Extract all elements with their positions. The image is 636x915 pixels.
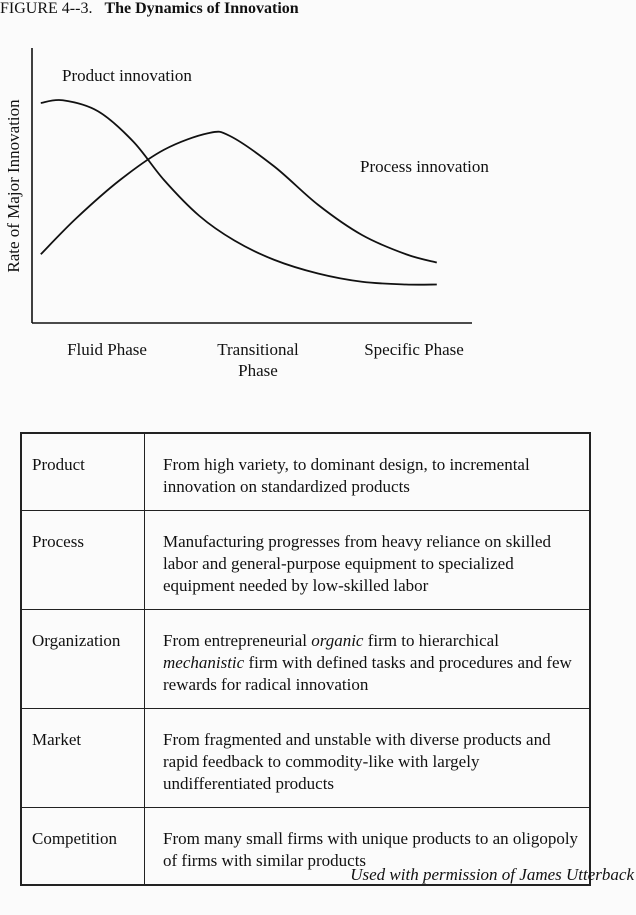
row-description: From high variety, to dominant design, to incremental innovation on standardized products bbox=[145, 433, 591, 511]
x-label-specific-phase bbox=[364, 340, 464, 359]
italic-term: organic bbox=[311, 631, 364, 650]
process-innovation-label: Process innovation bbox=[360, 157, 489, 176]
series-layer bbox=[41, 100, 437, 285]
x-label-line: Fluid Phase bbox=[67, 340, 147, 359]
labels-layer bbox=[4, 66, 489, 380]
x-label-fluid-phase bbox=[67, 340, 147, 359]
table-row-product bbox=[21, 433, 590, 511]
row-category: Product bbox=[21, 433, 145, 511]
row-description: From fragmented and unstable with diverse products and rapid feedback to commodity-like with largely undifferentiated products bbox=[145, 709, 591, 808]
row-category: Market bbox=[21, 709, 145, 808]
chart-axes bbox=[32, 48, 472, 323]
innovation-chart bbox=[0, 0, 636, 400]
phase-characteristics-table bbox=[20, 432, 591, 886]
x-label-line: Transitional bbox=[217, 340, 299, 359]
row-category: Organization bbox=[21, 610, 145, 709]
x-label-line: Specific Phase bbox=[364, 340, 464, 359]
row-description bbox=[145, 610, 591, 709]
product-innovation-label: Product innovation bbox=[62, 66, 192, 85]
italic-term: mechanistic bbox=[163, 653, 245, 672]
x-label-transitional-phase bbox=[217, 340, 299, 380]
x-label-line: Phase bbox=[238, 361, 278, 380]
table-row-process bbox=[21, 511, 590, 610]
description-text: From entrepreneurial bbox=[163, 631, 312, 650]
table-row-organization bbox=[21, 610, 590, 709]
figure-heading: The Dynamics of Innovation bbox=[104, 0, 299, 17]
product-innovation-line bbox=[41, 100, 437, 285]
figure-label: FIGURE 4--3. bbox=[0, 0, 93, 17]
y-axis-label: Rate of Major Innovation bbox=[4, 99, 23, 273]
credit-line: Used with permission of James Utterback bbox=[350, 865, 634, 884]
table-row-market bbox=[21, 709, 590, 808]
row-category: Process bbox=[21, 511, 145, 610]
description-text: firm with defined tasks and procedures and few rewards for radical innovation bbox=[163, 653, 572, 694]
row-description: Manufacturing progresses from heavy reliance on skilled labor and general-purpose equipment to specialized equipment needed by low-skilled labor bbox=[145, 511, 591, 610]
description-text: firm to hierarchical bbox=[363, 631, 499, 650]
row-description: From many small firms with unique products to an oligopoly of firms with similar products bbox=[145, 808, 591, 886]
row-category: Competition bbox=[21, 808, 145, 886]
